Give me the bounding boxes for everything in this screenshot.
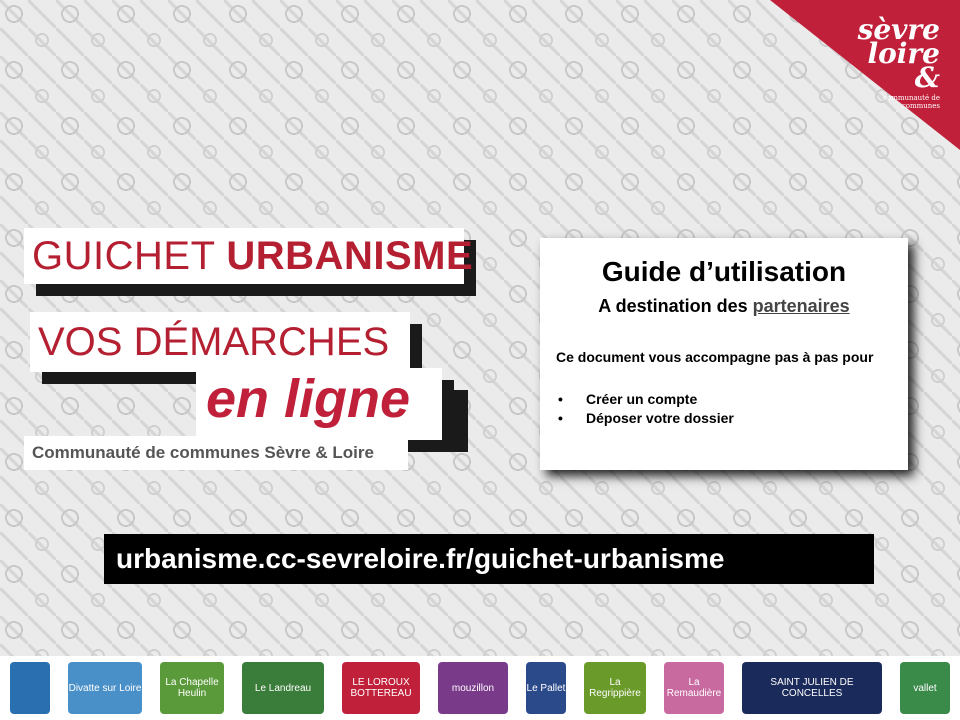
title-urbanisme: URBANISME <box>226 234 474 278</box>
title-en-ligne-shadow <box>440 390 468 452</box>
brand-tagline: communauté de communes <box>883 94 940 110</box>
title-communaute <box>24 436 408 470</box>
divatte-badge-icon <box>10 662 50 714</box>
brand-logo <box>850 13 940 110</box>
guide-subtitle-emphasis: partenaires <box>752 296 850 316</box>
title-en-ligne-text: en ligne <box>206 369 411 429</box>
brand-line-1: sèvre <box>857 13 940 46</box>
chapelle-heulin-icon: La Chapelle Heulin <box>160 662 224 714</box>
guichet-url[interactable]: urbanisme.cc-sevreloire.fr/guichet-urbanisme <box>104 534 874 584</box>
guide-description: Ce document vous accompagne pas à pas pour <box>556 349 874 365</box>
guide-subtitle <box>540 296 908 317</box>
guide-step: • Déposer votre dossier <box>556 409 734 428</box>
remaudiere-icon: La Remaudière <box>664 662 724 714</box>
loroux-icon: LE LOROUX BOTTEREAU <box>342 662 420 714</box>
regrippiere-icon: La Regrippière <box>584 662 646 714</box>
guide-step: • Créer un compte <box>556 390 734 409</box>
title-guichet: GUICHET <box>32 234 227 278</box>
guide-box <box>540 238 908 470</box>
guide-steps <box>556 390 734 428</box>
saint-julien-icon: SAINT JULIEN DE CONCELLES <box>742 662 882 714</box>
landreau-icon: Le Landreau <box>242 662 324 714</box>
title-communaute-text: Communauté de communes Sèvre & Loire <box>32 443 374 462</box>
partner-logos <box>0 656 960 720</box>
title-en-ligne <box>196 368 442 440</box>
title-guichet-urbanisme <box>24 228 474 284</box>
brand-line-2: loire <box>867 37 940 70</box>
divatte-wave-icon: Divatte sur Loire <box>68 662 142 714</box>
title-vos-demarches-text: VOS DÉMARCHES <box>38 320 390 364</box>
guide-subtitle-prefix: A destination des <box>598 296 753 316</box>
title-vos-demarches <box>30 312 410 372</box>
mouzillon-icon: mouzillon <box>438 662 508 714</box>
pallet-icon: Le Pallet <box>526 662 566 714</box>
vallet-icon: vallet <box>900 662 950 714</box>
brand-line-3: & <box>914 61 940 94</box>
guide-title: Guide d’utilisation <box>601 256 847 287</box>
